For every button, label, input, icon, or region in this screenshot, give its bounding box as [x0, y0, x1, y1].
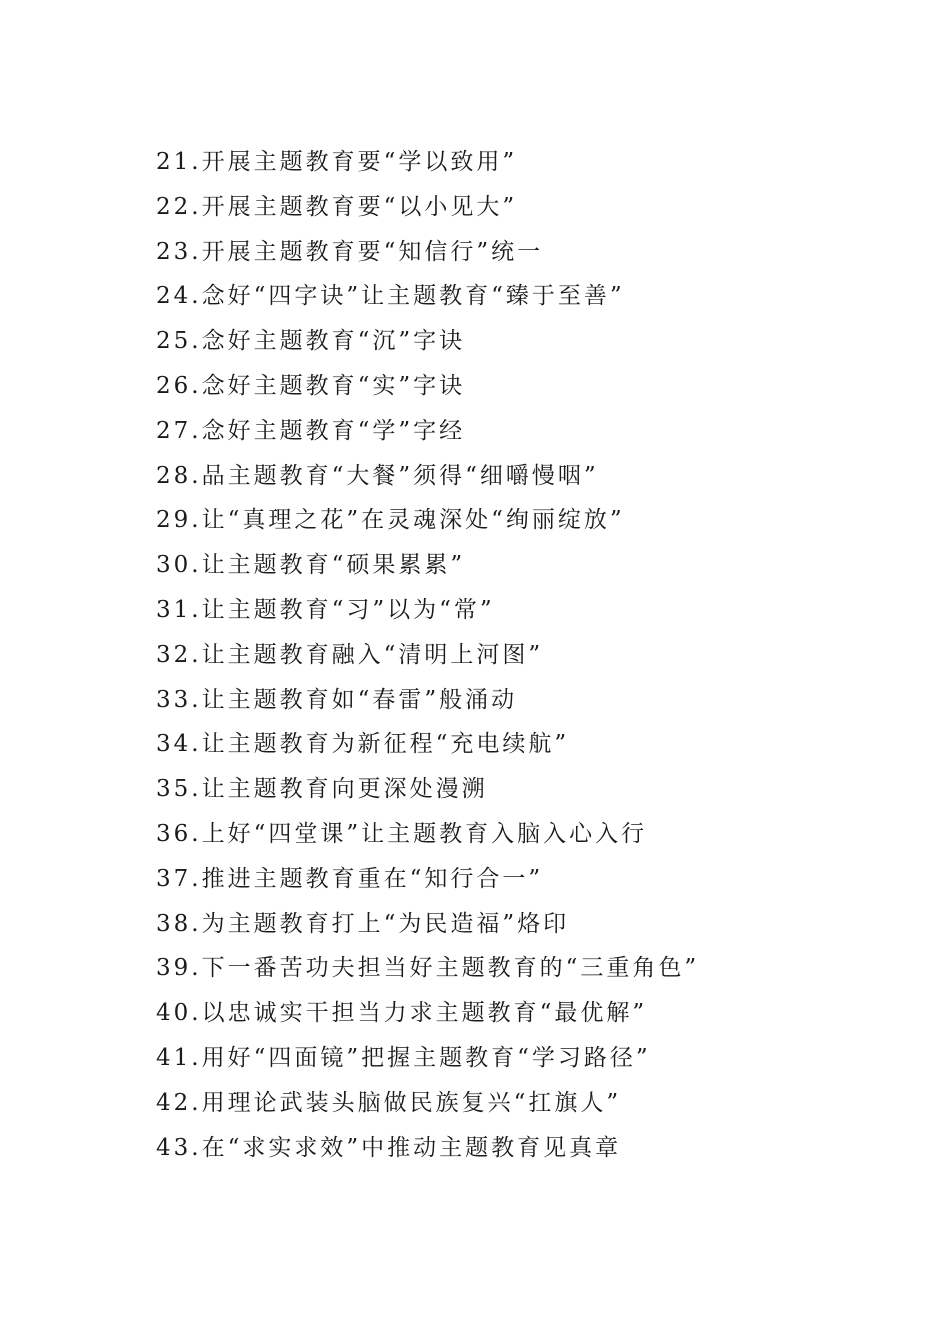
list-item: 32.让主题教育融入“清明上河图”: [156, 641, 544, 668]
list-item: 25.念好主题教育“沉”字诀: [156, 328, 466, 355]
list-item: 39.下一番苦功夫担当好主题教育的“三重角色”: [156, 955, 700, 982]
list-item: 43.在“求实求效”中推动主题教育见真章: [156, 1134, 622, 1161]
list-item: 30.让主题教育“硕果累累”: [156, 552, 466, 579]
list-item: 24.念好“四字诀”让主题教育“臻于至善”: [156, 283, 625, 310]
list-item: 29.让“真理之花”在灵魂深处“绚丽绽放”: [156, 507, 625, 534]
list-item: 38.为主题教育打上“为民造福”烙印: [156, 910, 570, 937]
list-item: 21.开展主题教育要“学以致用”: [156, 149, 518, 175]
list-item: 31.让主题教育“习”以为“常”: [156, 596, 495, 623]
list-item: 36.上好“四堂课”让主题教育入脑入心入行: [156, 820, 648, 847]
list-item: 26.念好主题教育“实”字诀: [156, 372, 466, 399]
title-list: [156, 140, 699, 1170]
list-item: 33.让主题教育如“春雷”般涌动: [156, 686, 518, 713]
list-item: 35.让主题教育向更深处漫溯: [156, 776, 488, 803]
list-item: 23.开展主题教育要“知信行”统一: [156, 238, 544, 265]
list-item: 22.开展主题教育要“以小见大”: [156, 193, 518, 220]
list-item: 28.品主题教育“大餐”须得“细嚼慢咽”: [156, 462, 599, 489]
list-item: 34.让主题教育为新征程“充电续航”: [156, 731, 570, 758]
list-item: 41.用好“四面镜”把握主题教育“学习路径”: [156, 1044, 651, 1071]
list-item: 42.用理论武装头脑做民族复兴“扛旗人”: [156, 1089, 622, 1116]
list-item: 40.以忠诚实干担当力求主题教育“最优解”: [156, 1000, 648, 1027]
list-item: 27.念好主题教育“学”字经: [156, 417, 466, 444]
list-item: 37.推进主题教育重在“知行合一”: [156, 865, 544, 892]
